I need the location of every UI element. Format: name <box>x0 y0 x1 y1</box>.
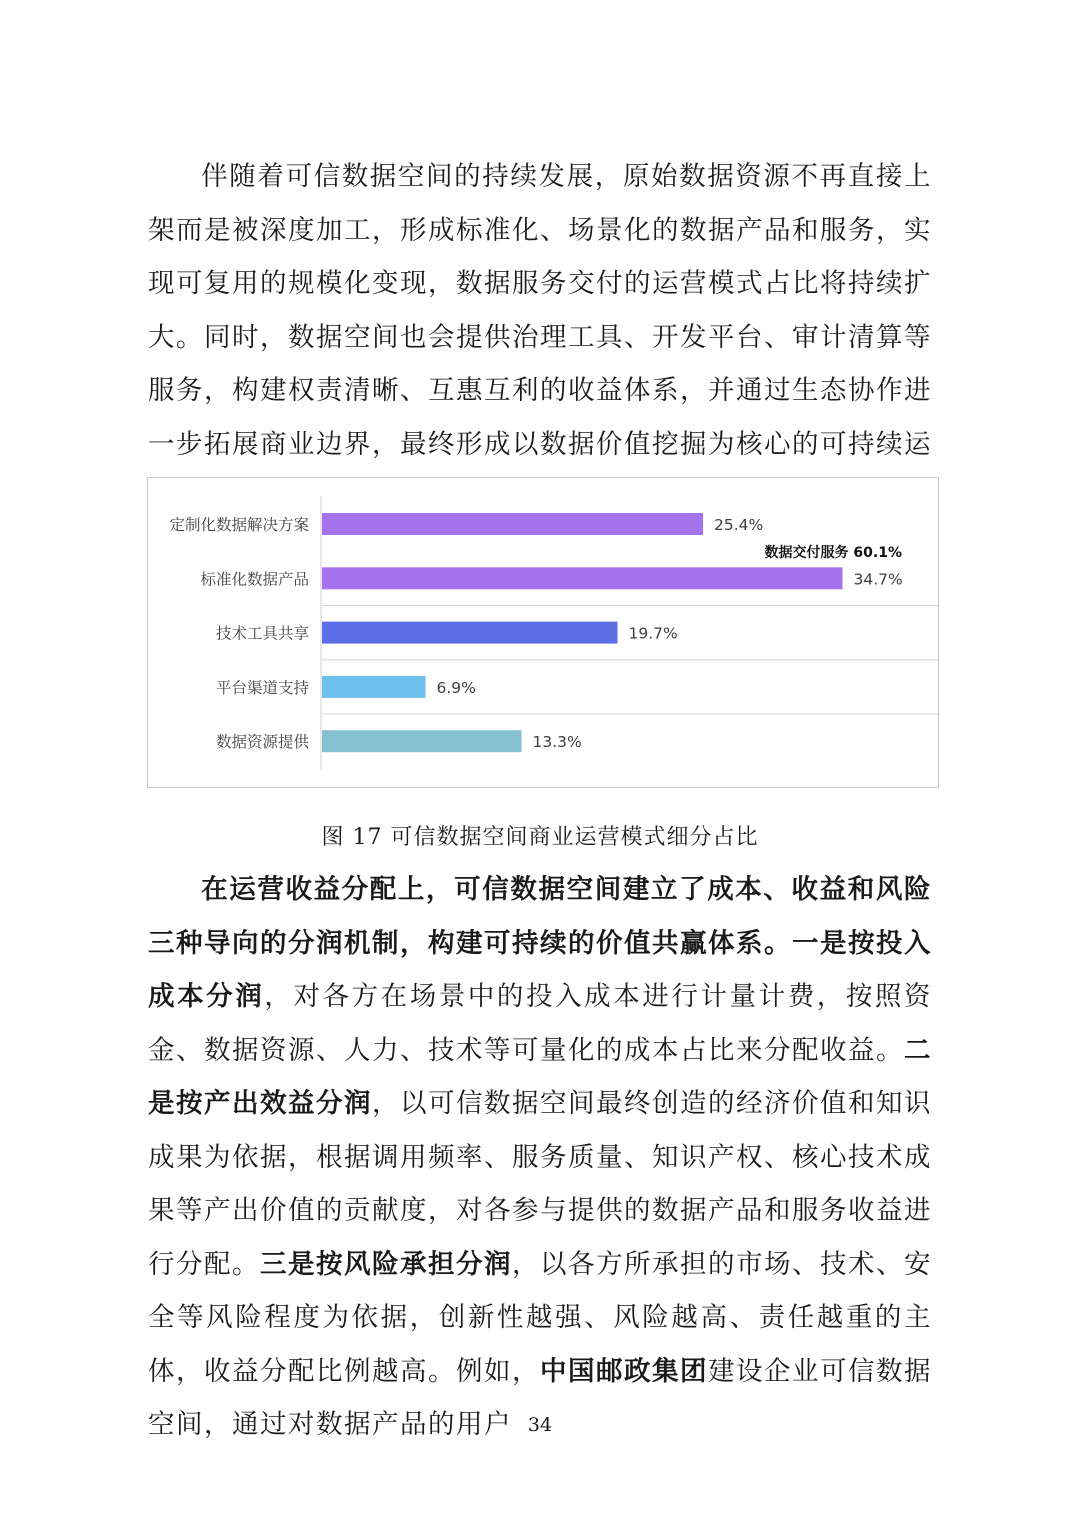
mode-share-chart <box>147 477 939 788</box>
category-label: 标准化数据产品 <box>200 570 309 589</box>
intro-paragraph <box>148 150 932 525</box>
bar <box>322 513 703 535</box>
bar-value-label: 19.7% <box>628 624 678 643</box>
page-number: 34 <box>527 1414 553 1436</box>
bar-value-label: 25.4% <box>714 516 764 534</box>
category-label: 平台渠道支持 <box>215 678 309 697</box>
bar <box>322 567 843 589</box>
category-label: 定制化数据解决方案 <box>169 516 309 534</box>
bar-value-label: 34.7% <box>853 570 903 589</box>
bar-value-label: 6.9% <box>436 678 476 697</box>
bar-value-label: 13.3% <box>532 733 582 752</box>
category-label: 数据资源提供 <box>215 733 309 752</box>
revenue-lead-text: 在运营收益分配上，可信数据空间建立了成本、收益和风险三种导向的分润机制，构建可持续的价值共赢体系。一是按投入成本分润 <box>148 874 932 1012</box>
group-annotation: 数据交付服务 60.1% <box>764 545 902 562</box>
bar <box>322 676 426 698</box>
risk-share-text: ，以各方所承担的市场、技术、安全等风险程度为依据，创新性越强、风险越高、责任越重的主体，收益分配比例越高。例如， <box>148 1248 932 1387</box>
bar <box>322 730 522 752</box>
figure-caption: 图 17 可信数据空间商业运营模式细分占比 <box>321 825 759 850</box>
bar-chart-canvas <box>148 478 940 789</box>
cost-share-text: ，对各方在场景中的投入成本进行计量计费，按照资金、数据资源、人力、技术等可量化的成本占比来分配收益。 <box>148 981 933 1066</box>
china-post-name: 中国邮政集团 <box>540 1355 708 1387</box>
risk-share-heading: 三是按风险承担分润 <box>260 1248 512 1280</box>
bar <box>322 622 618 644</box>
intro-paragraph-text: 伴随着可信数据空间的持续发展，原始数据资源不再直接上架而是被深度加工，形成标准化、场景化的数据产品和服务，实现可复用的规模化变现，数据服务交付的运营模式占比将持续扩大。同时，数据空间也会提供治理工具、开发平台、审计清算等服务，构建权责清晰、互惠互利的收益体系，并通过生态协作进一步拓展商业边界，最终形成以数据价值挖掘为核心的可持续运 <box>148 161 932 460</box>
revenue-paragraph <box>148 863 932 1452</box>
category-label: 技术工具共享 <box>215 624 309 643</box>
output-share-heading: 二是按产出效益分润 <box>148 1034 932 1119</box>
china-post-text: 建设企业可信数据空间，通过对数据产品的用户 <box>148 1355 932 1440</box>
output-share-text: ，以可信数据空间最终创造的经济价值和知识成果为依据，根据调用频率、服务质量、知识产权、核心技术成果等产出价值的贡献度，对各参与提供的数据产品和服务收益进行分配。 <box>148 1088 932 1280</box>
